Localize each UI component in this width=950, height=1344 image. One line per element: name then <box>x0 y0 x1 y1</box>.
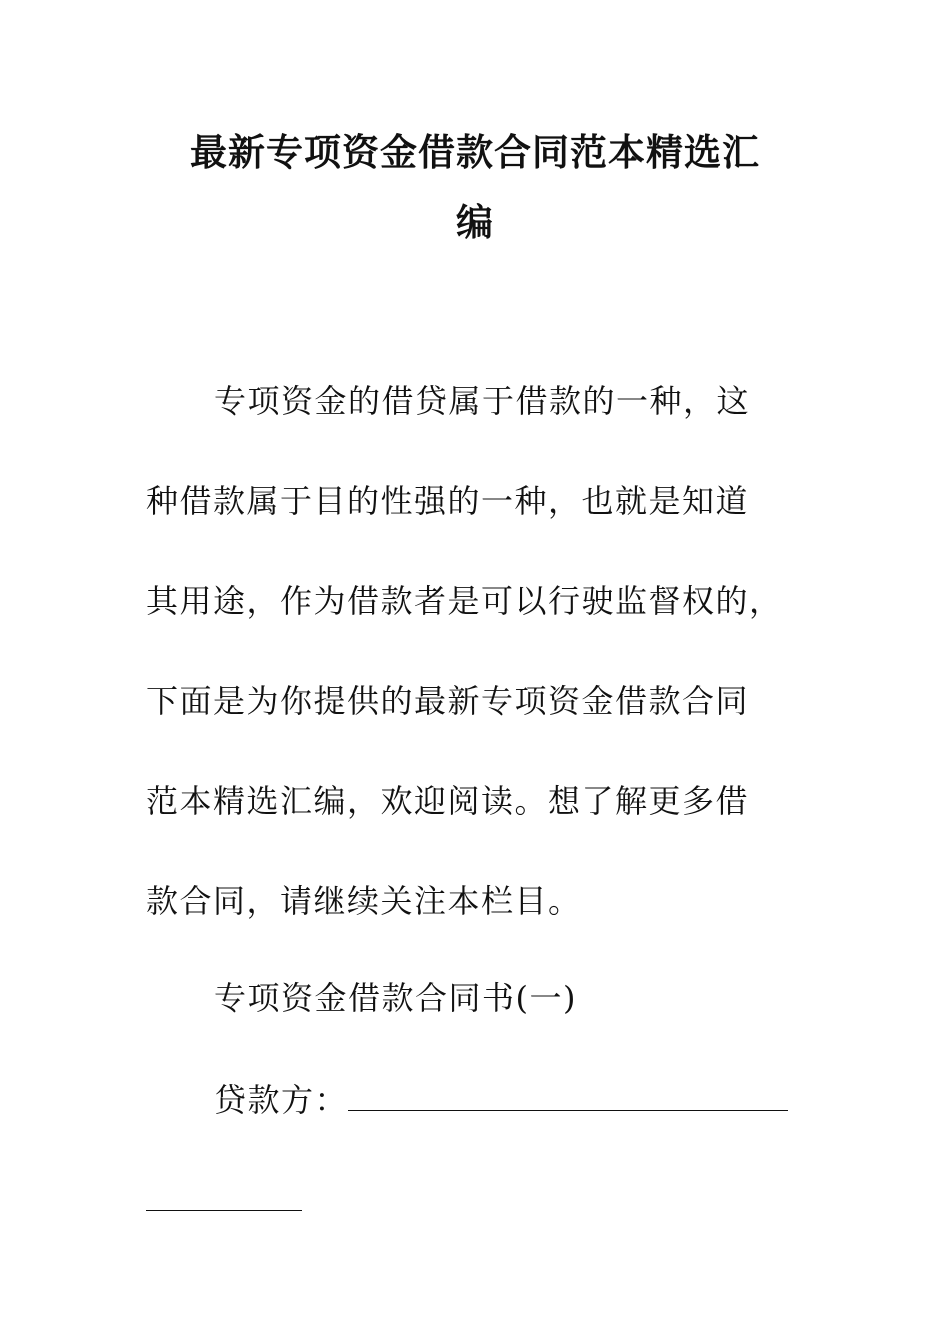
intro-line-1: 专项资金的借贷属于借款的一种，这 <box>214 382 751 420</box>
intro-line-4: 下面是为你提供的最新专项资金借款合同 <box>146 682 750 720</box>
lender-field <box>214 1080 788 1120</box>
title-line-1: 最新专项资金借款合同范本精选汇 <box>190 131 760 174</box>
lender-blank-line <box>348 1086 788 1111</box>
intro-line-5: 范本精选汇编，欢迎阅读。想了解更多借 <box>146 782 750 820</box>
intro-line-2: 种借款属于目的性强的一种，也就是知道 <box>146 482 750 520</box>
intro-line-6: 款合同，请继续关注本栏目。 <box>146 882 582 920</box>
intro-line-3: 其用途，作为借款者是可以行驶监督权的， <box>146 582 783 620</box>
lender-blank-continuation <box>146 1210 302 1211</box>
title-line-2: 编 <box>456 201 494 244</box>
lender-label: 贷款方： <box>214 1081 349 1119</box>
document-title <box>150 118 800 258</box>
section-title: 专项资金借款合同书(一) <box>214 979 577 1017</box>
